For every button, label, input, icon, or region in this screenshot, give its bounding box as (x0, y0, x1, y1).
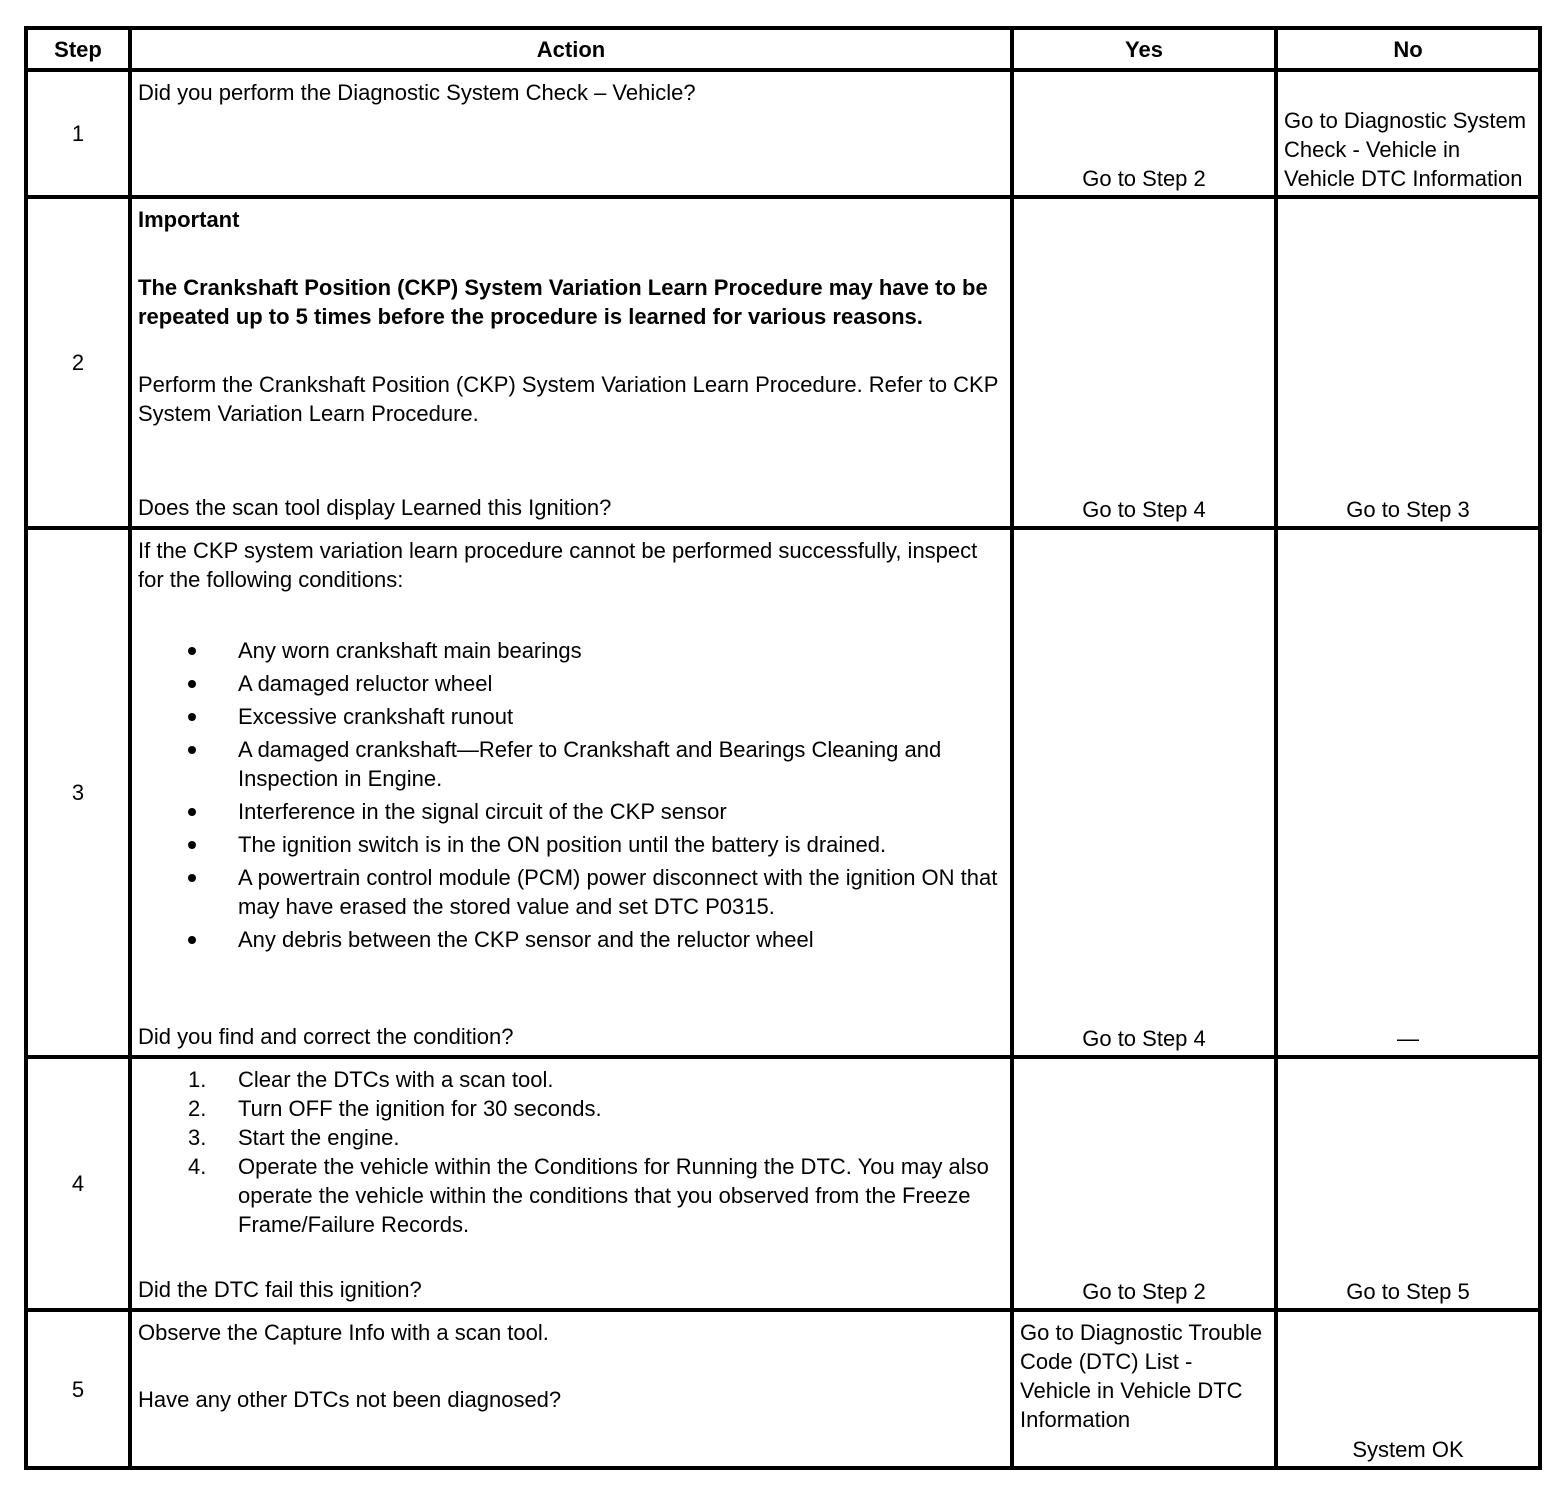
header-row (26, 28, 1540, 70)
action-question: Does the scan tool display Learned this Ignition? (138, 495, 612, 520)
table-row (26, 197, 1540, 528)
action-cell (130, 197, 1012, 528)
bullet-icon (188, 713, 196, 721)
step-number: 4 (26, 1057, 130, 1310)
yes-cell (1012, 197, 1276, 528)
list-item: A powertrain control module (PCM) power disconnect with the ignition ON that may have erased the stored value and set DTC P0315. (138, 863, 1004, 921)
yes-text: Go to Step 4 (1082, 1026, 1206, 1051)
important-heading: Important (138, 207, 240, 232)
list-item: Any debris between the CKP sensor and the reluctor wheel (138, 925, 1004, 954)
list-item: Excessive crankshaft runout (138, 702, 1004, 731)
table-row (26, 70, 1540, 197)
yes-text: Go to Step 2 (1082, 166, 1206, 191)
step-number: 5 (26, 1310, 130, 1468)
step-number: 3 (26, 528, 130, 1057)
yes-cell (1012, 528, 1276, 1057)
action-instruction: Observe the Capture Info with a scan tool. (138, 1320, 549, 1345)
no-cell (1276, 528, 1540, 1057)
action-intro: If the CKP system variation learn procedure cannot be performed successfully, inspect for the following conditions: (138, 538, 978, 592)
diagnostic-table (24, 26, 1542, 1470)
list-item: 1. Clear the DTCs with a scan tool. (188, 1067, 554, 1092)
action-cell (130, 70, 1012, 197)
list-item: 4. Operate the vehicle within the Conditions for Running the DTC. You may also operate the vehicle within the conditions that you observed from the Freeze Frame/Failure Records. (188, 1154, 989, 1237)
yes-text: Go to Step 4 (1082, 497, 1206, 522)
list-item: The ignition switch is in the ON position until the battery is drained. (138, 830, 1004, 859)
bullet-icon (188, 680, 196, 688)
action-question: Did you find and correct the condition? (138, 1024, 514, 1049)
step-number: 2 (26, 197, 130, 528)
step-number: 1 (26, 70, 130, 197)
action-instruction: Perform the Crankshaft Position (CKP) System Variation Learn Procedure. Refer to CKP System Variation Learn Procedure. (138, 372, 998, 426)
list-item: 2. Turn OFF the ignition for 30 seconds. (188, 1096, 602, 1121)
action-cell (130, 1057, 1012, 1310)
yes-text: Go to Diagnostic Trouble Code (DTC) List - Vehicle in Vehicle DTC Information (1020, 1320, 1263, 1432)
action-question: Did the DTC fail this ignition? (138, 1277, 422, 1302)
action-question: Did you perform the Diagnostic System Check – Vehicle? (138, 80, 696, 105)
table-row (26, 1057, 1540, 1310)
yes-cell (1012, 1310, 1276, 1468)
bullet-icon (188, 746, 196, 754)
no-cell (1276, 1057, 1540, 1310)
list-item: Interference in the signal circuit of the CKP sensor (138, 797, 1004, 826)
bullet-icon (188, 936, 196, 944)
important-text: The Crankshaft Position (CKP) System Variation Learn Procedure may have to be repeated up to 5 times before the procedure is learned for various reasons. (138, 275, 988, 329)
bullet-icon (188, 808, 196, 816)
bullet-icon (188, 647, 196, 655)
no-text: Go to Diagnostic System Check - Vehicle in Vehicle DTC Information (1284, 108, 1527, 191)
table-row (26, 1310, 1540, 1468)
yes-cell (1012, 1057, 1276, 1310)
list-item: 3. Start the engine. (188, 1125, 400, 1150)
conditions-list (138, 636, 1004, 954)
header-no: No (1276, 28, 1540, 70)
no-text: System OK (1352, 1437, 1464, 1462)
bullet-icon (188, 874, 196, 882)
action-cell (130, 1310, 1012, 1468)
no-cell (1276, 70, 1540, 197)
list-item: A damaged reluctor wheel (138, 669, 1004, 698)
no-text: — (1397, 1026, 1419, 1051)
procedure-steps (138, 1065, 1004, 1239)
no-cell (1276, 1310, 1540, 1468)
list-item: A damaged crankshaft—Refer to Crankshaft and Bearings Cleaning and Inspection in Engine. (138, 735, 1004, 793)
header-action: Action (130, 28, 1012, 70)
yes-cell (1012, 70, 1276, 197)
table-row (26, 528, 1540, 1057)
bullet-icon (188, 841, 196, 849)
no-text: Go to Step 3 (1346, 497, 1470, 522)
header-step: Step (26, 28, 130, 70)
no-cell (1276, 197, 1540, 528)
action-cell (130, 528, 1012, 1057)
header-yes: Yes (1012, 28, 1276, 70)
action-question: Have any other DTCs not been diagnosed? (138, 1387, 562, 1412)
list-item: Any worn crankshaft main bearings (138, 636, 1004, 665)
no-text: Go to Step 5 (1346, 1279, 1470, 1304)
yes-text: Go to Step 2 (1082, 1279, 1206, 1304)
